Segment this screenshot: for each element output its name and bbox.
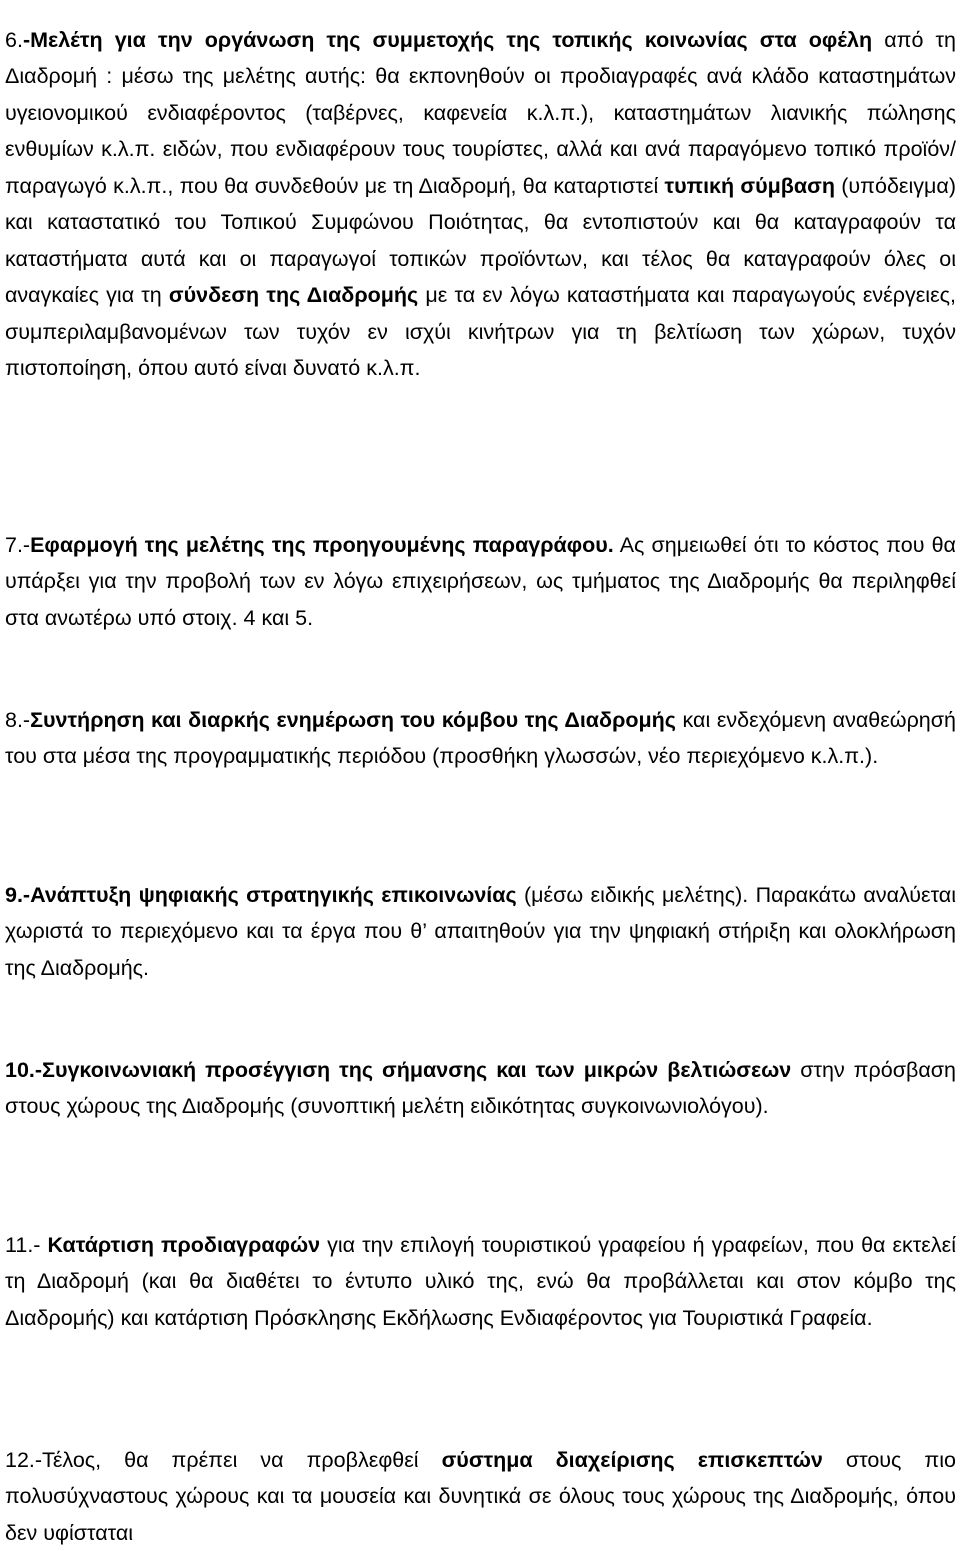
paragraph-item-11 xyxy=(5,1227,956,1337)
body-text: Ας σημειωθεί ότι το κόστος που θα υπάρξει για την προβολή των εν λόγω επιχειρήσεων, ως τμήματος της Διαδρομής θα περιληφθεί στα ανωτέρω υπό στοιχ. 4 και 5. xyxy=(5,533,956,630)
body-text: με τα εν λόγω καταστήματα και παραγωγούς ενέργειες, συμπεριλαμβανομένων των τυχόν εν ισχύι κινήτρων για τη βελτίωση των χώρων, τυχόν πιστοποίηση, όπου αυτό είναι δυνατό κ.λ.π. xyxy=(5,283,956,380)
body-text: στην πρόσβαση στους χώρους της Διαδρομής (συνοπτική μελέτη ειδικότητας συγκοινωνιολόγου). xyxy=(5,1058,956,1119)
body-text: (μέσω ειδικής μελέτης). Παρακάτω αναλύεται χωριστά το περιεχόμενο και τα έργα που θ’ απαιτηθούν για την ψηφιακή στήριξη και ολοκλήρωση της Διαδρομής. xyxy=(5,883,956,980)
paragraph-item-7 xyxy=(5,527,956,637)
item-heading: 9.-Ανάπτυξη ψηφιακής στρατηγικής επικοινωνίας xyxy=(5,883,517,907)
item-number: 7.- xyxy=(5,533,30,557)
emphasis-text: σύστημα διαχείρισης επισκεπτών xyxy=(442,1448,823,1472)
body-text: από τη Διαδρομή : μέσω της μελέτης αυτής: θα εκπονηθούν οι προδιαγραφές ανά κλάδο καταστημάτων υγειονομικού ενδιαφέροντος (ταβέρνες, καφενεία κ.λ.π.), καταστημάτων λιανικής πώλησης ενθυμίων κ.λ.π. ειδών, που ενδιαφέρουν τους τουρίστες, αλλά και ανά παραγόμενο τοπικό προϊόν/παραγωγό κ.λ.π., που θα συνδεθούν με τη Διαδρομή, θα καταρτιστεί xyxy=(5,28,956,198)
paragraph-item-8 xyxy=(5,702,956,775)
paragraph-item-9 xyxy=(5,877,956,987)
item-number: 8.- xyxy=(5,708,30,732)
body-text: στους πιο πολυσύχναστους χώρους και τα μουσεία και δυνητικά σε όλους τους χώρους της Διαδρομής, όπου δεν υφίσταται xyxy=(5,1448,956,1545)
item-heading: Συντήρηση και διαρκής ενημέρωση του κόμβου της Διαδρομής xyxy=(30,708,676,732)
paragraph-item-12 xyxy=(5,1442,956,1551)
item-heading: 10.-Συγκοινωνιακή προσέγγιση της σήμανσης και των μικρών βελτιώσεων xyxy=(5,1058,791,1082)
item-heading: -Μελέτη για την οργάνωση της συμμετοχής της τοπικής κοινωνίας στα οφέλη xyxy=(23,28,872,52)
item-number: 11.- xyxy=(5,1233,47,1257)
item-number: 6. xyxy=(5,28,23,52)
emphasis-text: τυπική σύμβαση xyxy=(665,174,835,198)
body-text: για την επιλογή τουριστικού γραφείου ή γραφείων, που θα εκτελεί τη Διαδρομή (και θα διαθέτει το έντυπο υλικό της, ενώ θα προβάλλεται και στον κόμβο της Διαδρομής) και κατάρτιση Πρόσκλησης Εκδήλωσης Ενδιαφέροντος για Τουριστικά Γραφεία. xyxy=(5,1233,956,1330)
body-text: (υπόδειγμα) και καταστατικό του Τοπικού Συμφώνου Ποιότητας, θα εντοπιστούν και θα καταγραφούν τα καταστήματα αυτά και οι παραγωγοί τοπικών προϊόντων, και τέλος θα καταγραφούν όλες οι αναγκαίες για τη xyxy=(5,174,956,308)
item-heading: Εφαρμογή της μελέτης της προηγουμένης παραγράφου. xyxy=(30,533,614,557)
emphasis-text: σύνδεση της Διαδρομής xyxy=(169,283,418,307)
body-text: 12.-Τέλος, θα πρέπει να προβλεφθεί xyxy=(5,1448,442,1472)
item-heading: Κατάρτιση προδιαγραφών xyxy=(47,1233,320,1257)
body-text: και ενδεχόμενη αναθεώρησή του στα μέσα της προγραμματικής περιόδου (προσθήκη γλωσσών, νέο περιεχόμενο κ.λ.π.). xyxy=(5,708,956,769)
paragraph-item-6 xyxy=(5,22,956,387)
paragraph-item-10 xyxy=(5,1052,956,1125)
